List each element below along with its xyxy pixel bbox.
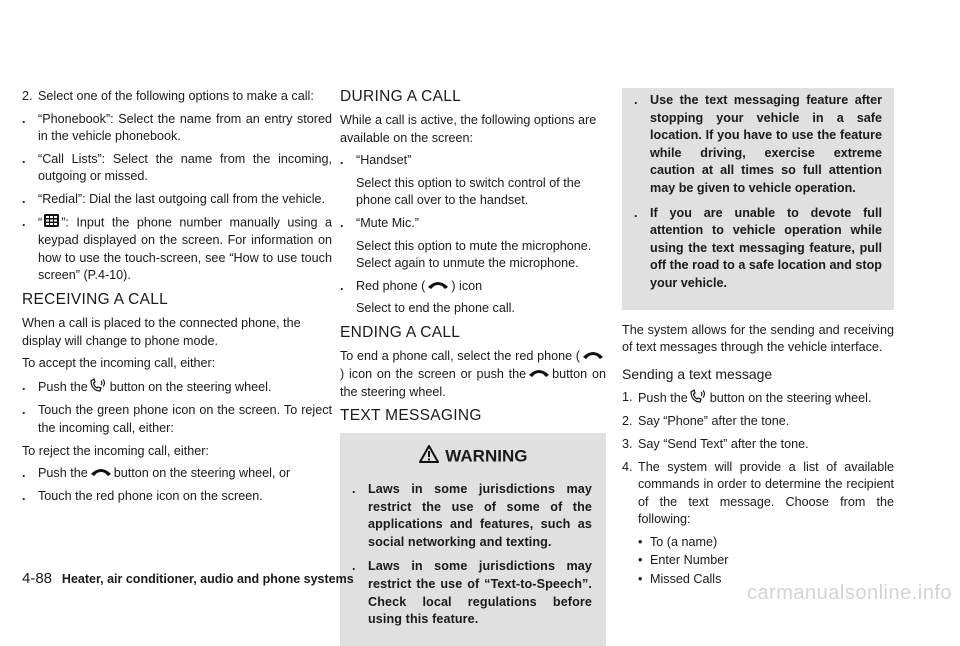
send-step-2: 2. Say “Phone” after the tone. [622, 414, 790, 429]
send-step-4: 4. The system will provide a list of available commands in order to determine the recipient of the text message. Choose from the following: [622, 459, 894, 527]
warning-item: . Laws in some jurisdictions may restrict the use of some of the applications and features, such as social networking and texting. [352, 481, 592, 551]
bullet: . [22, 111, 26, 126]
section-title: Heater, air conditioner, audio and phone systems [61, 572, 354, 586]
option-red-phone: . Red phone ( ) icon [340, 278, 606, 296]
warning-triangle-icon [419, 445, 439, 469]
bullet: . [22, 214, 26, 229]
bullet: . [340, 153, 344, 168]
step-number: 2. [22, 89, 33, 103]
warning-item: . Laws in some jurisdictions may restrict the use of “Text-to-Speech”. Check local regulations before using this feature. [352, 558, 592, 628]
mute-desc: Select this option to mute the microphone. Select again to unmute the microphone. [356, 238, 592, 271]
ending-heading: ENDING A CALL [340, 324, 461, 342]
option-text: “Redial”: Dial the last outgoing call from the vehicle. [38, 191, 325, 206]
handset-desc: Select this option to switch control of the phone call over to the handset. [356, 175, 581, 208]
during-intro: While a call is active, the following options are available on the screen: [340, 113, 597, 145]
bullet: . [22, 403, 26, 418]
option-phonebook [22, 111, 332, 146]
accept-option-1: . Push the button on the steering wheel. [22, 378, 332, 398]
bullet: . [22, 488, 26, 503]
send-step-1: 1. Push the button on the steering wheel. [622, 389, 894, 409]
page-footer [22, 570, 354, 587]
receiving-heading: RECEIVING A CALL [22, 290, 169, 308]
choice-item: • Enter Number [638, 553, 729, 568]
option-text: “Call Lists”: Select the name from the incoming, outgoing or missed. [38, 151, 332, 184]
text-messaging-heading: TEXT MESSAGING [340, 407, 482, 425]
column-1 [22, 88, 332, 510]
option-redial [22, 191, 332, 209]
page-number: 4-88 [22, 570, 53, 587]
bullet: . [352, 559, 356, 574]
bullet: . [22, 466, 26, 481]
bullet: . [634, 205, 638, 220]
warning-box [340, 433, 606, 646]
send-step-3: 3. Say “Send Text” after the tone. [622, 436, 809, 451]
voice-phone-icon [690, 389, 708, 409]
ending-paragraph: To end a phone call, select the red phone () icon on the screen or push the button on the steering wheel. [340, 349, 606, 399]
column-2 [340, 88, 606, 646]
watermark: carmanualsonline.info [746, 582, 952, 604]
accept-intro: To accept the incoming call, either: [22, 356, 216, 371]
step-2 [22, 88, 332, 106]
option-mute: . “Mute Mic.” [340, 215, 606, 233]
quote-open: “ [38, 215, 43, 230]
keypad-text: ”: Input the phone number manually using a keypad displayed on the screen. For information on how to use the touch-screen, see “How to use touch screen” (P.4-10). [38, 215, 332, 283]
choice-item: • Missed Calls [638, 572, 722, 587]
reject-intro: To reject the incoming call, either: [22, 443, 209, 458]
bullet: . [340, 278, 344, 293]
bullet: . [634, 93, 638, 107]
during-heading: DURING A CALL [340, 88, 462, 105]
step-text: Select one of the following options to make a call: [38, 89, 314, 103]
reject-option-1: . Push the button on the steering wheel, or [22, 465, 332, 483]
reject-option-2: . Touch the red phone icon on the screen. [22, 488, 332, 506]
bullet: . [340, 215, 344, 230]
red-phone-desc: Select to end the phone call. [356, 301, 515, 316]
system-paragraph: The system allows for the sending and receiving of text messages through the vehicle interface. [622, 322, 894, 355]
end-call-phone-icon [582, 348, 604, 366]
end-call-phone-icon [528, 366, 550, 384]
bullet: . [22, 378, 26, 393]
option-keypad [22, 214, 332, 285]
accept-option-2: . Touch the green phone icon on the screen. To reject the incoming call, either: [22, 402, 332, 437]
choice-item: • To (a name) [638, 534, 718, 549]
voice-phone-icon [90, 378, 108, 398]
option-call-lists [22, 151, 332, 186]
end-call-phone-icon [90, 465, 112, 483]
bullet: . [22, 151, 26, 166]
warning-item: . If you are unable to devote full attention to vehicle operation while using the text messaging feature, pull off the road to a safe location and stop your vehicle. [634, 205, 882, 293]
warning-item: . Use the text messaging feature after stopping your vehicle in a safe location. If you have to use the feature while driving, exercise extreme caution at all times so full attention may be given to vehicle operation. [634, 92, 882, 198]
warning-box-continued [622, 88, 894, 310]
end-call-phone-icon [427, 278, 449, 296]
keypad-icon [44, 214, 59, 233]
option-text: “Phonebook”: Select the name from an entry stored in the vehicle phonebook. [38, 111, 332, 144]
option-handset: . “Handset” [340, 152, 606, 170]
sending-heading: Sending a text message [622, 365, 773, 382]
warning-title: WARNING [352, 445, 592, 469]
column-3 [622, 88, 894, 590]
receiving-paragraph: When a call is placed to the connected phone, the display will change to phone mode. [22, 315, 301, 348]
bullet: . [22, 191, 26, 206]
bullet: . [352, 482, 356, 497]
